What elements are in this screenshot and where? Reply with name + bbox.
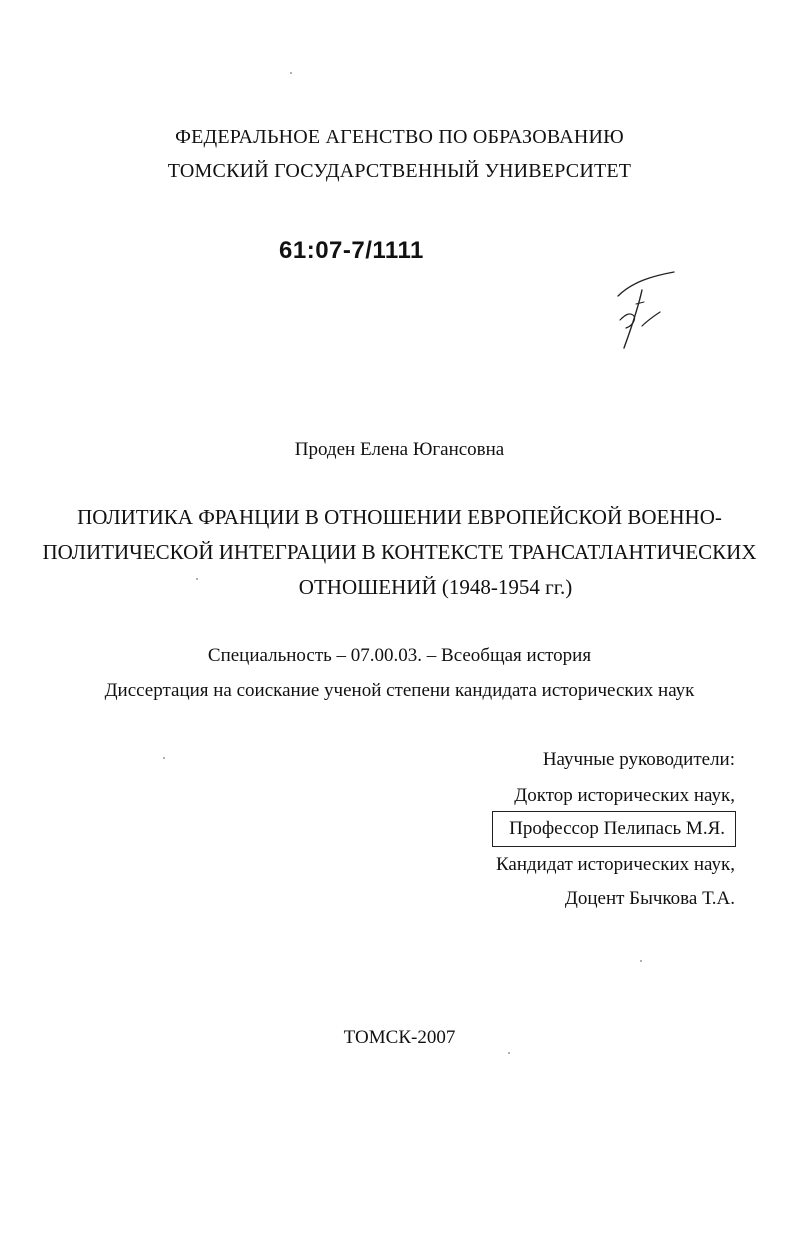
university-name: ТОМСКИЙ ГОСУДАРСТВЕННЫЙ УНИВЕРСИТЕТ [167, 160, 632, 182]
catalog-code: 61:07-7/1111 [279, 237, 424, 264]
dissertation-note: Диссертация на соискание ученой степени кандидата исторических наук [104, 680, 695, 701]
specialty-line: Специальность – 07.00.03. – Всеобщая история [207, 645, 592, 666]
scan-speck [163, 757, 165, 759]
city-year: ТОМСК-2007 [343, 1027, 456, 1048]
agency-name: ФЕДЕРАЛЬНОЕ АГЕНСТВО ПО ОБРАЗОВАНИЮ [175, 126, 624, 148]
thesis-title-line-1: ПОЛИТИКА ФРАНЦИИ В ОТНОШЕНИИ ЕВРОПЕЙСКОЙ ВОЕННО- [77, 505, 722, 529]
scan-speck [196, 578, 198, 580]
supervisor-1-degree: Доктор исторических наук, [514, 785, 735, 806]
thesis-title-line-2: ПОЛИТИЧЕСКОЙ ИНТЕГРАЦИИ В КОНТЕКСТЕ ТРАНСАТЛАНТИЧЕСКИХ [42, 540, 757, 564]
supervisor-2-name: Доцент Бычкова Т.А. [564, 888, 735, 909]
supervisor-1-name: Профессор Пелипась М.Я. [509, 818, 725, 839]
author-name: Проден Елена Югансовна [294, 439, 505, 460]
supervisor-2-degree: Кандидат исторических наук, [495, 854, 735, 875]
handwritten-signature-icon [612, 268, 682, 352]
scan-speck [290, 72, 292, 74]
thesis-title-line-3: ОТНОШЕНИЙ (1948-1954 гг.) [298, 575, 573, 599]
scan-speck [508, 1052, 510, 1054]
supervisor-1-name-box [492, 811, 736, 847]
supervisors-heading: Научные руководители: [542, 749, 735, 770]
scan-speck [640, 960, 642, 962]
